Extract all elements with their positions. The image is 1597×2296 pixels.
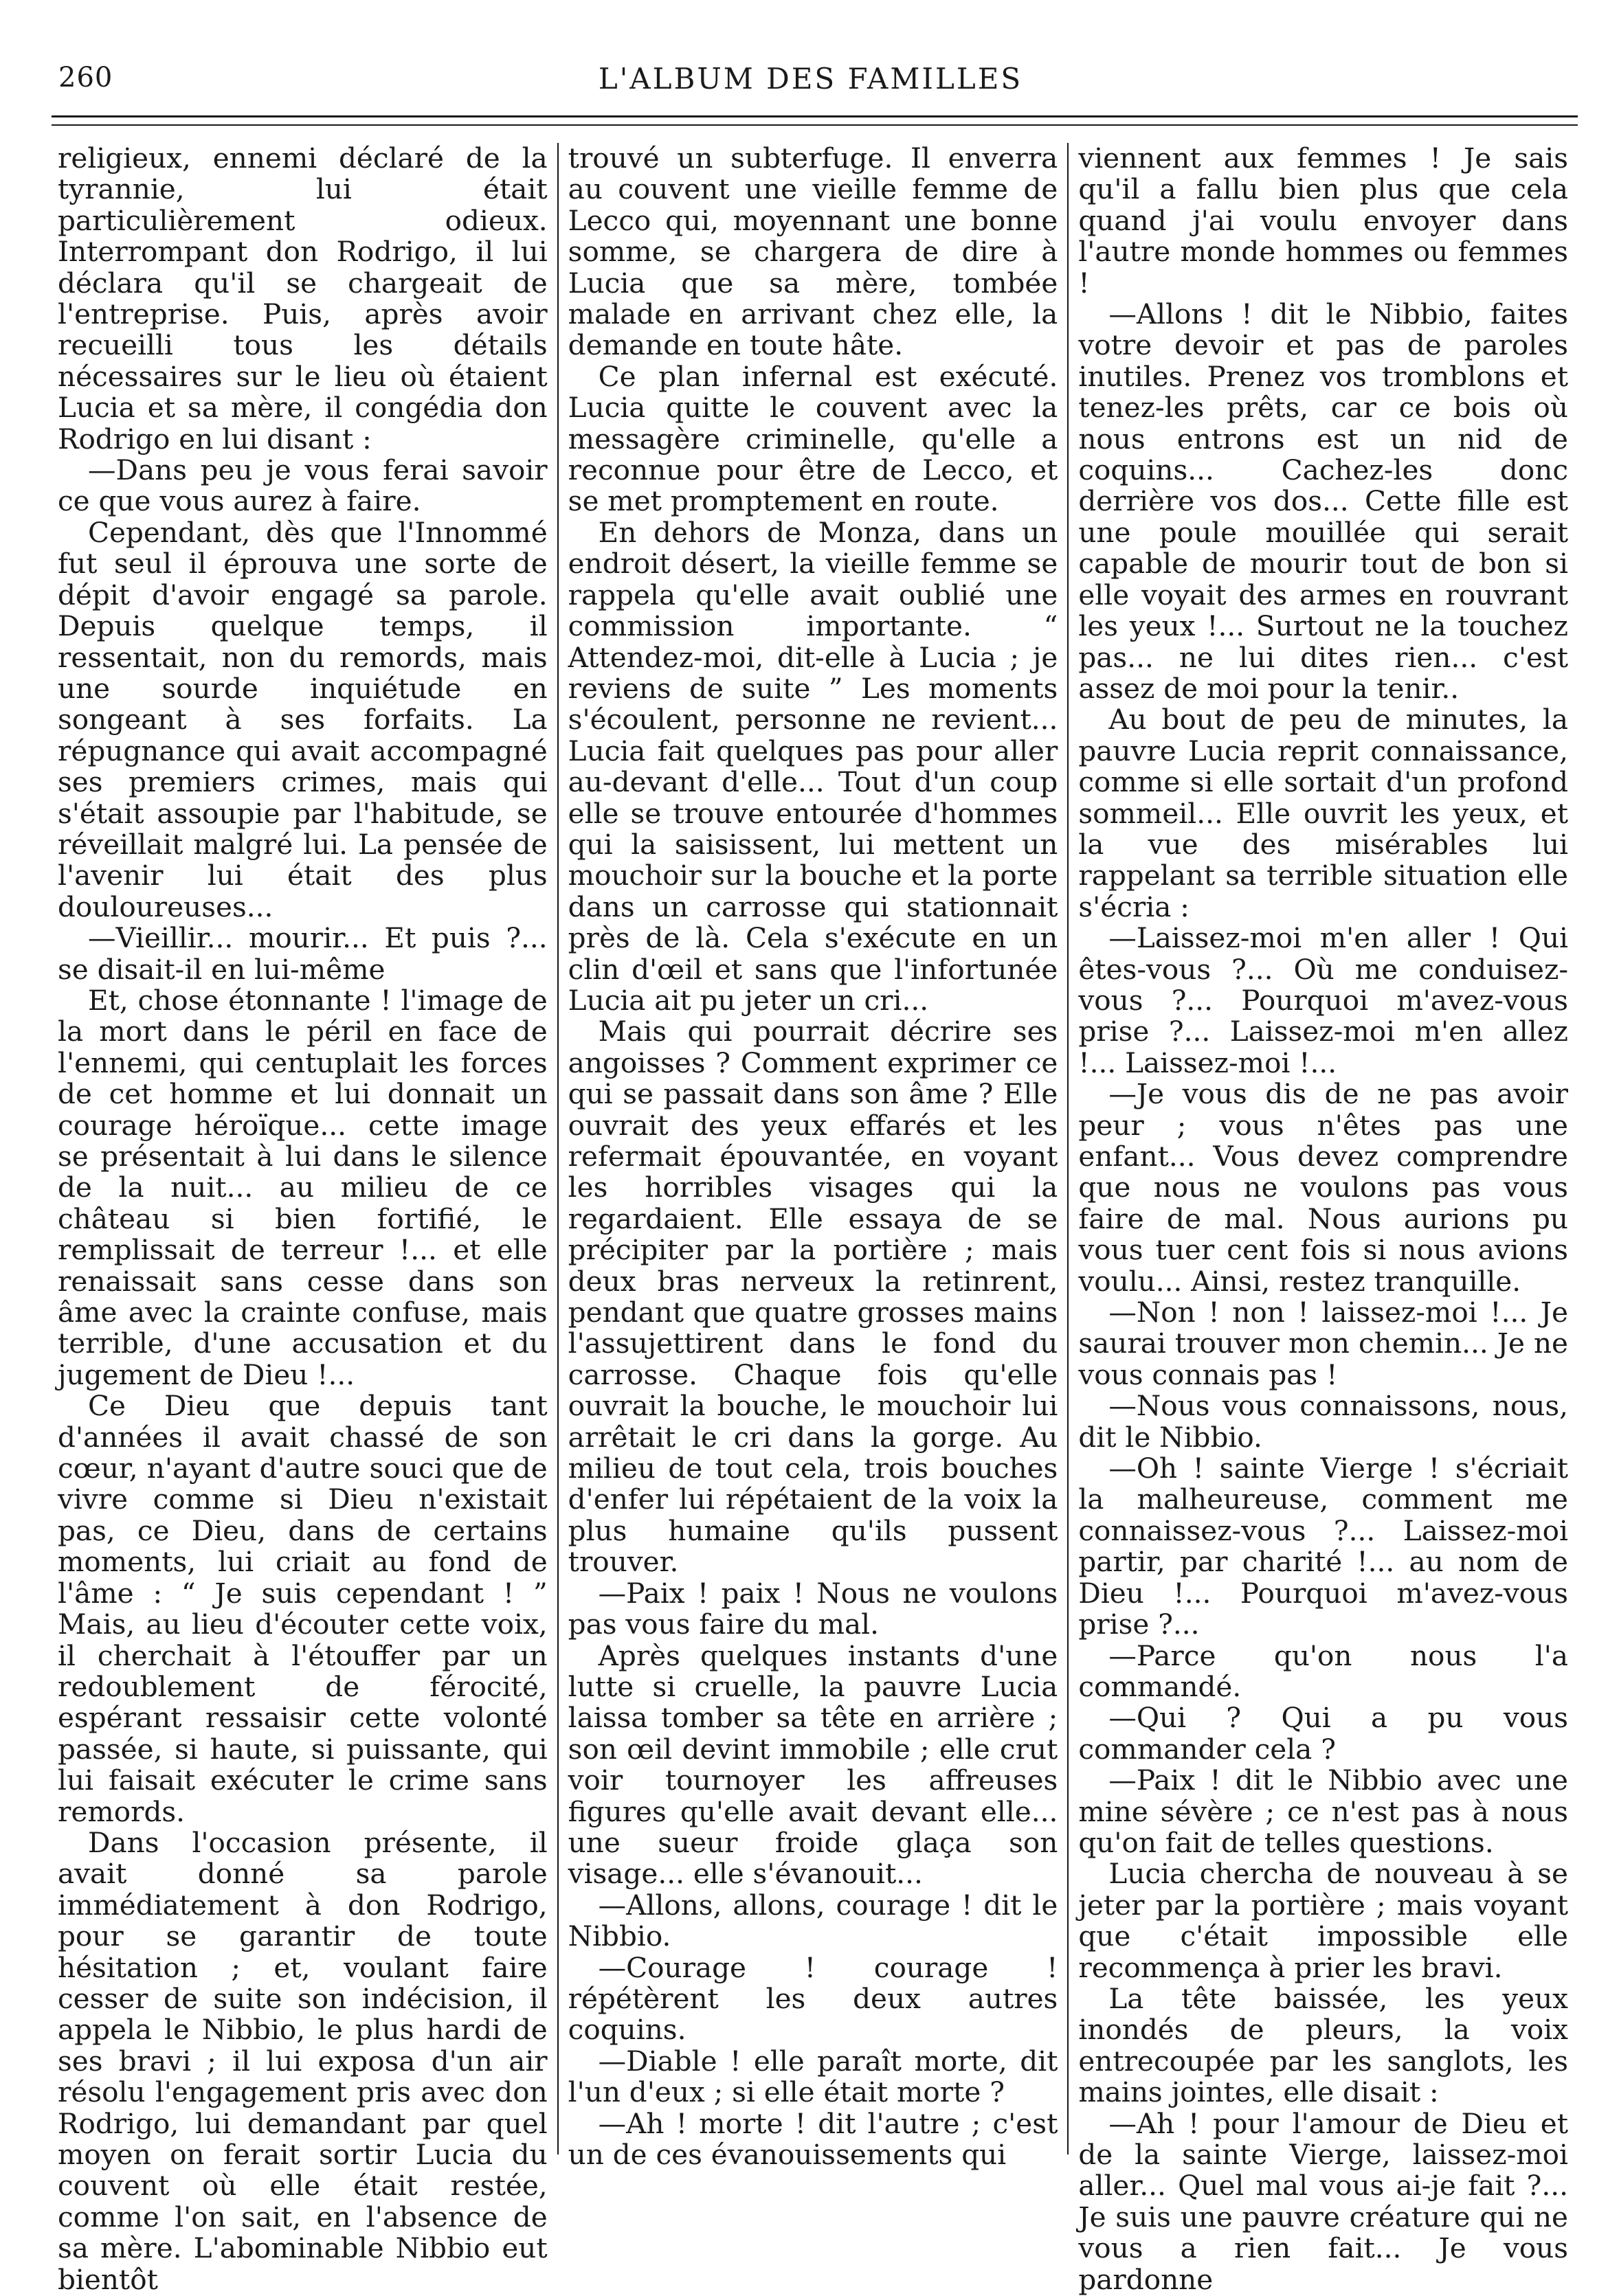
text-columns [48, 142, 1578, 2296]
paragraph: —Allons, allons, courage ! dit le Nibbio. [568, 1888, 1058, 1953]
page-number: 260 [58, 62, 113, 93]
running-title: L'ALBUM DES FAMILLES [598, 62, 1023, 95]
paragraph: —Dans peu je vous ferai savoir ce que vous aurez à faire. [58, 453, 548, 518]
page-header [52, 62, 1570, 110]
header-rule-thick [52, 115, 1578, 117]
paragraph: Dans l'occasion présente, il avait donné sa parole immédiatement à don Rodrigo, pour se garantir de toute hésitation ; et, voulant faire cesser de suite son indécision, il appela le Nibbio, le plus hardi de ses bravi ; il lui exposa d'un air résolu l'engagement pris avec don Rodrigo, lui demandant par quel moyen on ferait sortir Lucia du couvent où elle était restée, comme l'on sait, en l'absence de sa mère. L'abominable Nibbio eut bientôt [58, 1825, 548, 2296]
paragraph: Et, chose étonnante ! l'image de la mort dans le péril en face de l'ennemi, qui centuplait les forces de cet homme et lui donnait un courage héroïque... cette image se présentait à lui dans le silence de la nuit... au milieu de ce château si bien fortifié, le remplissait de terreur !... et elle renaissait sans cesse dans son âme avec la crainte confuse, mais terrible, d'une accusation et du jugement de Dieu !... [58, 983, 548, 1391]
paragraph: Mais qui pourrait décrire ses angoisses ? Comment exprimer ce qui se passait dans son âme ? Elle ouvrait des yeux effarés et les refermait épouvantée, en voyant les horribles visages qui la regardaient. Elle essaya de se précipiter par la portière ; mais deux bras nerveux la retinrent, pendant que quatre grosses mains l'assujettirent dans le fond du carrosse. Chaque fois qu'elle ouvrait la bouche, le mouchoir lui arrêtait le cri dans la gorge. Au milieu de tout cela, trois bouches d'enfer lui répétaient de la voix la plus humaine qu'ils pussent trouver. [568, 1015, 1058, 1579]
paragraph: En dehors de Monza, dans un endroit désert, la vieille femme se rappela qu'elle avait oublié une commission importante. “ Attendez-moi, dit-elle à Lucia ; je reviens de suite ” Les moments s'écoulent, personne ne revient... Lucia fait quelques pas pour aller au-devant d'elle... Tout d'un coup elle se trouve entourée d'hommes qui la saisissent, lui mettent un mouchoir sur la bouche et la porte dans un carrosse qui stationnait près de là. Cela s'exécute en un clin d'œil et sans que l'infortunée Lucia ait pu jeter un cri... [568, 515, 1058, 1017]
paragraph: Ce Dieu que depuis tant d'années il avait chassé de son cœur, n'ayant d'autre souci que de vivre comme si Dieu n'existait pas, ce Dieu, dans de certains moments, lui criait au fond de l'âme : “ Je suis cependant ! ” Mais, au lieu d'écouter cette voix, il cherchait à l'étouffer par un redoublement de férocité, espérant ressaisir cette volonté passée, si haute, si puissante, qui lui faisait exécuter le crime sans remords. [58, 1389, 548, 1828]
paragraph: viennent aux femmes ! Je sais qu'il a fallu bien plus que cela quand j'ai voulu envoyer dans l'autre monde hommes ou femmes ! [1078, 142, 1569, 300]
paragraph: Ce plan infernal est exécuté. Lucia quitte le couvent avec la messagère criminelle, qu'elle a reconnue pour être de Lecco, et se met promptement en route. [568, 359, 1058, 518]
paragraph: trouvé un subterfuge. Il enverra au couvent une vieille femme de Lecco qui, moyennant une bonne somme, se chargera de dire à Lucia que sa mère, tombée malade en arrivant chez elle, la demande en toute hâte. [568, 142, 1058, 362]
paragraph: La tête baissée, les yeux inondés de pleurs, la voix entrecoupée par les sanglots, les mains jointes, elle disait : [1078, 1981, 1569, 2109]
column-middle [557, 142, 1068, 2171]
paragraph: Au bout de peu de minutes, la pauvre Lucia reprit connaissance, comme si elle sortait d'un profond sommeil... Elle ouvrit les yeux, et la vue des misérables lui rappelant sa terrible situation elle s'écria : [1078, 703, 1569, 923]
paragraph: —Qui ? Qui a pu vous commander cela ? [1078, 1701, 1569, 1766]
paragraph: —Je vous dis de ne pas avoir peur ; vous n'êtes pas une enfant... Vous devez comprendre que nous ne voulons pas vous faire de mal. Nous aurions pu vous tuer cent fois si nous avions voulu... Ainsi, restez tranquille. [1078, 1077, 1569, 1298]
paragraph: Cependant, dès que l'Innommé fut seul il éprouva une sorte de dépit d'avoir engagé sa parole. Depuis quelque temps, il ressentait, non du remords, mais une sourde inquiétude en songeant à ses forfaits. La répugnance qui avait accompagné ses premiers crimes, mais qui s'était assoupie par l'habitude, se réveillait malgré lui. La pensée de l'avenir lui était des plus douloureuses... [58, 515, 548, 923]
paragraph: —Courage ! courage ! répétèrent les deux autres coquins. [568, 1950, 1058, 2047]
paragraph: Après quelques instants d'une lutte si cruelle, la pauvre Lucia laissa tomber sa tête en arrière ; son œil devint immobile ; elle crut voir tournoyer les affreuses figures qu'elle avait devant elle... une sueur froide glaça son visage... elle s'évanouit... [568, 1639, 1058, 1891]
column-right [1067, 142, 1578, 2296]
paragraph: —Laissez-moi m'en aller ! Qui êtes-vous ?... Où me conduisez-vous ?... Pourquoi m'avez-vous prise ?... Laissez-moi m'en allez !... Laissez-moi !... [1078, 921, 1569, 1079]
paragraph: —Ah ! morte ! dit l'autre ; c'est un de ces évanouissements qui [568, 2106, 1058, 2171]
paragraph: —Allons ! dit le Nibbio, faites votre devoir et pas de paroles inutiles. Prenez vos tromblons et tenez-les prêts, car ce bois où nous entrons est un nid de coquins... Cachez-les donc derrière vos dos... Cette fille est une poule mouillée qui serait capable de mourir tout de bon si elle voyait des armes en rouvrant les yeux !... Surtout ne la touchez pas... ne lui dites rien... c'est assez de moi pour la tenir.. [1078, 297, 1569, 705]
paragraph: Lucia chercha de nouveau à se jeter par la portière ; mais voyant que c'était impossible elle recommença à prier les bravi. [1078, 1857, 1569, 1984]
paragraph: religieux, ennemi déclaré de la tyrannie, lui était particulièrement odieux. Interrompant don Rodrigo, il lui déclara qu'il se chargeait de l'entreprise. Puis, après avoir recueilli tous les détails nécessaires sur le lieu où étaient Lucia et sa mère, il congédia don Rodrigo en lui disant : [58, 142, 548, 455]
paragraph: —Vieillir... mourir... Et puis ?... se disait-il en lui-même [58, 921, 548, 986]
header-rule-thin [52, 124, 1578, 126]
paragraph: —Parce qu'on nous l'a commandé. [1078, 1639, 1569, 1703]
paragraph: —Oh ! sainte Vierge ! s'écriait la malheureuse, comment me connaissez-vous ?... Laissez-moi partir, par charité !... au nom de Dieu !... Pourquoi m'avez-vous prise ?... [1078, 1452, 1569, 1641]
paragraph: —Nous vous connaissons, nous, dit le Nibbio. [1078, 1389, 1569, 1454]
paragraph: —Ah ! pour l'amour de Dieu et de la sainte Vierge, laissez-moi aller... Quel mal vous ai-je fait ?... Je suis une pauvre créature qui ne vous a rien fait... Je vous pardonne [1078, 2106, 1569, 2296]
paragraph: —Diable ! elle paraît morte, dit l'un d'eux ; si elle était morte ? [568, 2044, 1058, 2109]
paragraph: —Paix ! dit le Nibbio avec une mine sévère ; ce n'est pas à nous qu'on fait de telles questions. [1078, 1764, 1569, 1859]
paragraph: —Non ! non ! laissez-moi !... Je saurai trouver mon chemin... Je ne vous connais pas ! [1078, 1296, 1569, 1391]
paragraph: —Paix ! paix ! Nous ne voulons pas vous faire du mal. [568, 1576, 1058, 1641]
column-left [48, 142, 557, 2296]
